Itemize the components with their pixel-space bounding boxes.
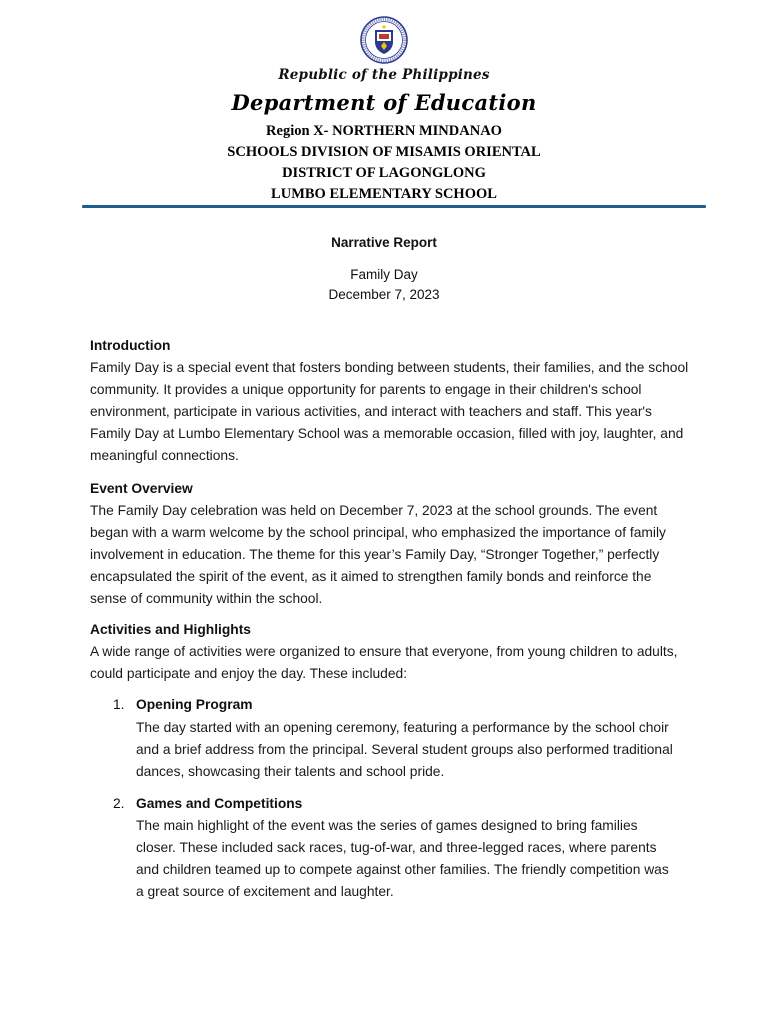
school-line: LUMBO ELEMENTARY SCHOOL: [271, 186, 497, 202]
overview-heading: Event Overview: [90, 481, 193, 496]
overview-paragraph: The Family Day celebration was held on December 7, 2023 at the school grounds. The event began with a warm welcome by the school principal, who emphasized the importance of family involvement in education. The theme for this year’s Family Day, “Stronger Together,” perfectly encapsulated the spirit of the event, as it aimed to strengthen family bonds and reinforce the sense of community within the school.: [90, 503, 666, 606]
activities-heading: Activities and Highlights: [90, 622, 251, 637]
header-divider: [82, 205, 706, 208]
introduction-paragraph: Family Day is a special event that fosters bonding between students, their families, and the school community. It provides a unique opportunity for parents to engage in their children's school environment, participate in various activities, and interact with teachers and staff. This year's Family Day at Lumbo Elementary School was a memorable occasion, filled with joy, laughter, and meaningful connections.: [90, 360, 689, 463]
district-line: DISTRICT OF LAGONGLONG: [282, 165, 486, 181]
list-item-title: Games and Competitions: [136, 796, 303, 811]
report-title: Narrative Report: [331, 235, 437, 250]
list-item-text: The day started with an opening ceremony, featuring a performance by the school choir and a brief address from the principal. Several student groups also performed traditional dances, showcasing their talents and school pride.: [136, 720, 673, 779]
list-item-number: 2.: [113, 796, 125, 811]
deped-seal-icon: [360, 16, 408, 64]
division-line: SCHOOLS DIVISION OF MISAMIS ORIENTAL: [227, 144, 541, 160]
list-item-text: The main highlight of the event was the series of games designed to bring families closer. These included sack races, tug-of-war, and three-legged races, where parents and children teamed up to compete against other families. The friendly competition was a great source of excitement and laughter.: [136, 818, 669, 899]
activities-paragraph: A wide range of activities were organized to ensure that everyone, from young children to adults, could participate and enjoy the day. These included:: [90, 644, 678, 681]
introduction-heading: Introduction: [90, 338, 171, 353]
list-item-title: Opening Program: [136, 697, 253, 712]
region-line: Region X- NORTHERN MINDANAO: [266, 123, 502, 139]
event-date: December 7, 2023: [328, 287, 440, 302]
list-item-number: 1.: [113, 697, 125, 712]
event-name: Family Day: [350, 267, 418, 282]
republic-line: Republic of the Philippines: [278, 67, 490, 83]
department-name: Department of Education: [231, 90, 537, 115]
